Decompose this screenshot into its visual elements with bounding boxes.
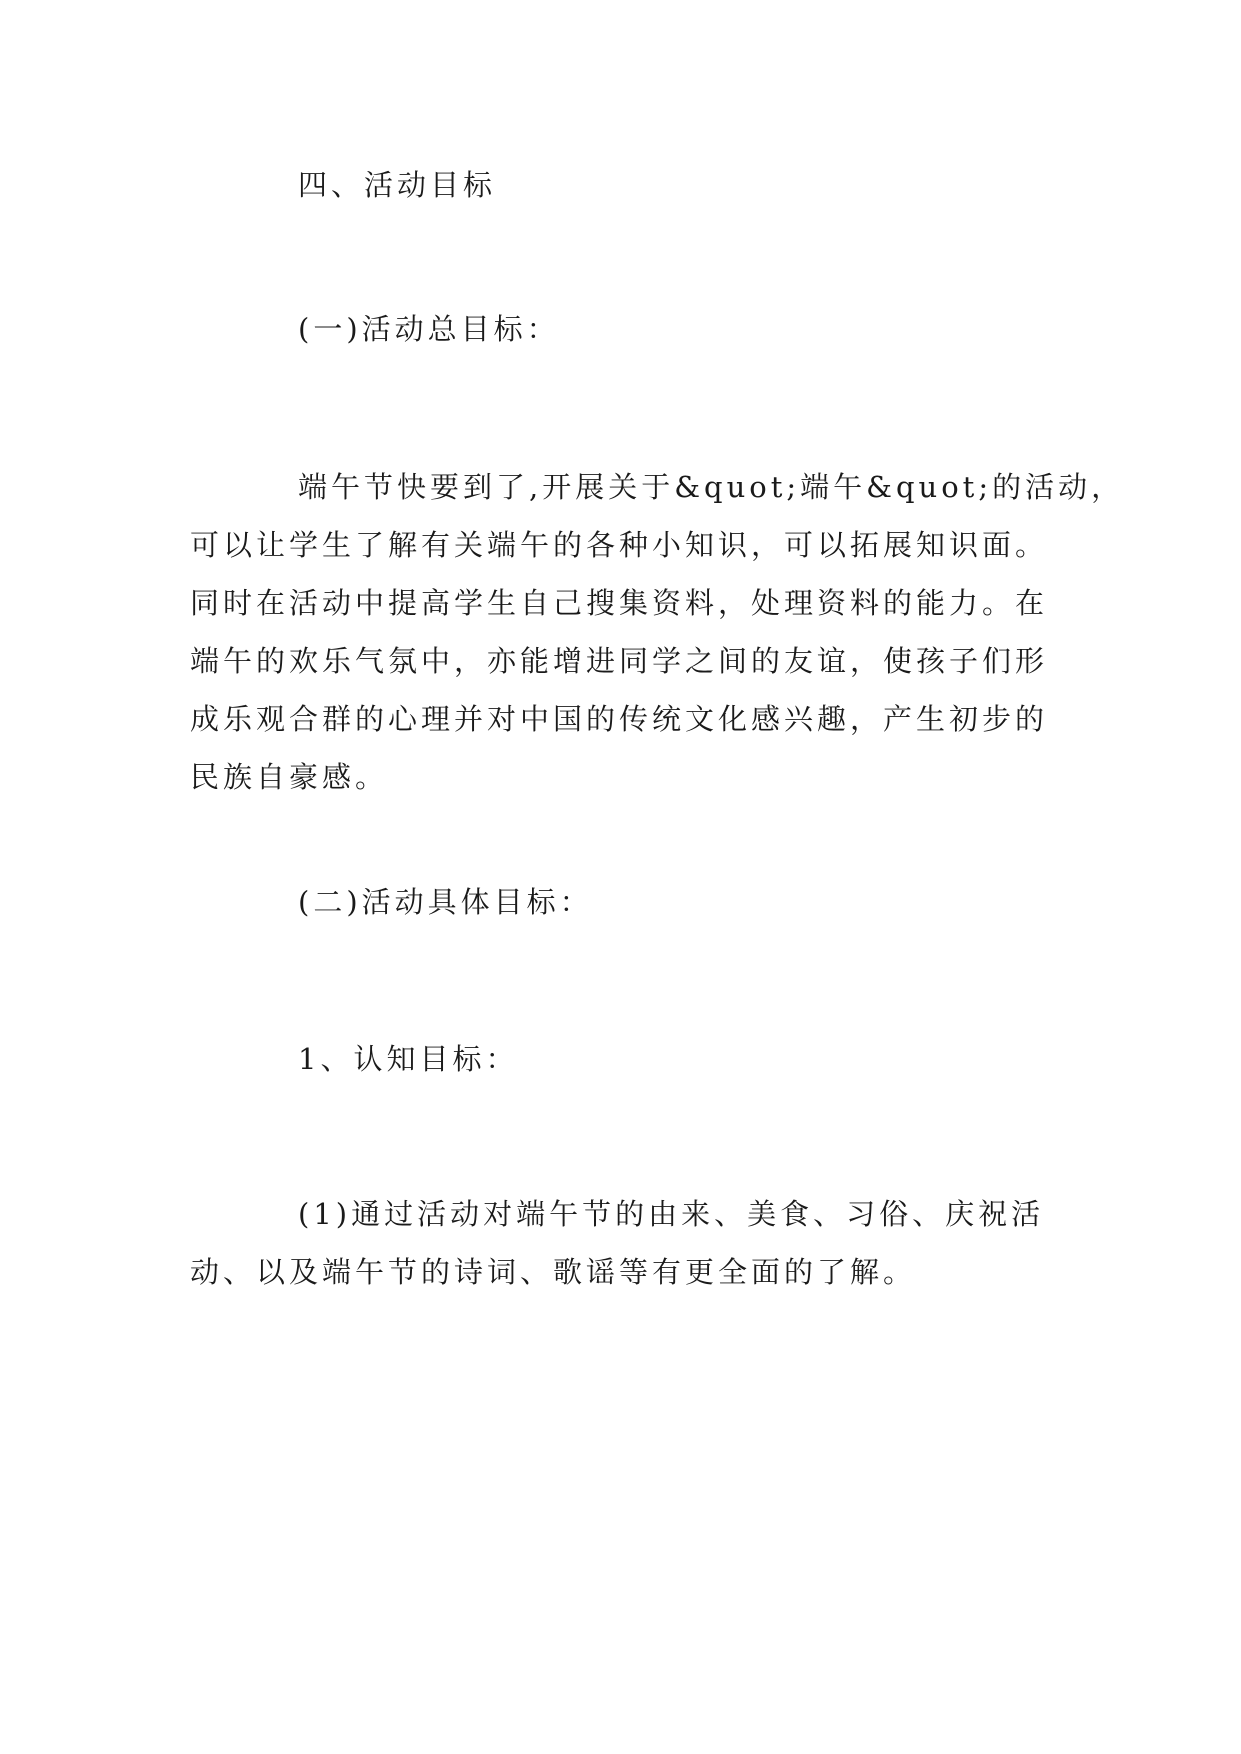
- sub-heading-specific-goals: [190, 873, 1070, 931]
- paragraph-line: (1)通过活动对端午节的由来、美食、习俗、庆祝活: [298, 1197, 1045, 1231]
- paragraph-line: 同时在活动中提高学生自己搜集资料，处理资料的能力。在: [190, 586, 1049, 620]
- sub-heading-specific-goals-text: (二)活动具体目标：: [298, 885, 593, 919]
- paragraph-line: 端午的欢乐气氛中，亦能增进同学之间的友谊，使孩子们形: [190, 644, 1049, 678]
- paragraph-line: 民族自豪感。: [190, 760, 389, 794]
- paragraph-line: 端午节快要到了,开展关于&quot;端午&quot;的活动，: [298, 470, 1125, 504]
- sub-heading-overall-goal-text: (一)活动总目标：: [298, 312, 560, 346]
- section-heading-text: 四、活动目标: [298, 168, 497, 202]
- sub-heading-overall-goal: [190, 300, 1070, 358]
- paragraph-overall-goal: [190, 458, 1125, 806]
- paragraph-line: 可以让学生了解有关端午的各种小知识，可以拓展知识面。: [190, 528, 1049, 562]
- paragraph-line: 动、以及端午节的诗词、歌谣等有更全面的了解。: [190, 1255, 917, 1289]
- item-heading-cognitive-goal: [190, 1030, 1070, 1088]
- paragraph-line: 成乐观合群的心理并对中国的传统文化感兴趣，产生初步的: [190, 702, 1049, 736]
- item-heading-cognitive-goal-text: 1、认知目标：: [298, 1042, 519, 1076]
- section-heading: [190, 156, 1070, 214]
- paragraph-cognitive-goal: [190, 1185, 1070, 1301]
